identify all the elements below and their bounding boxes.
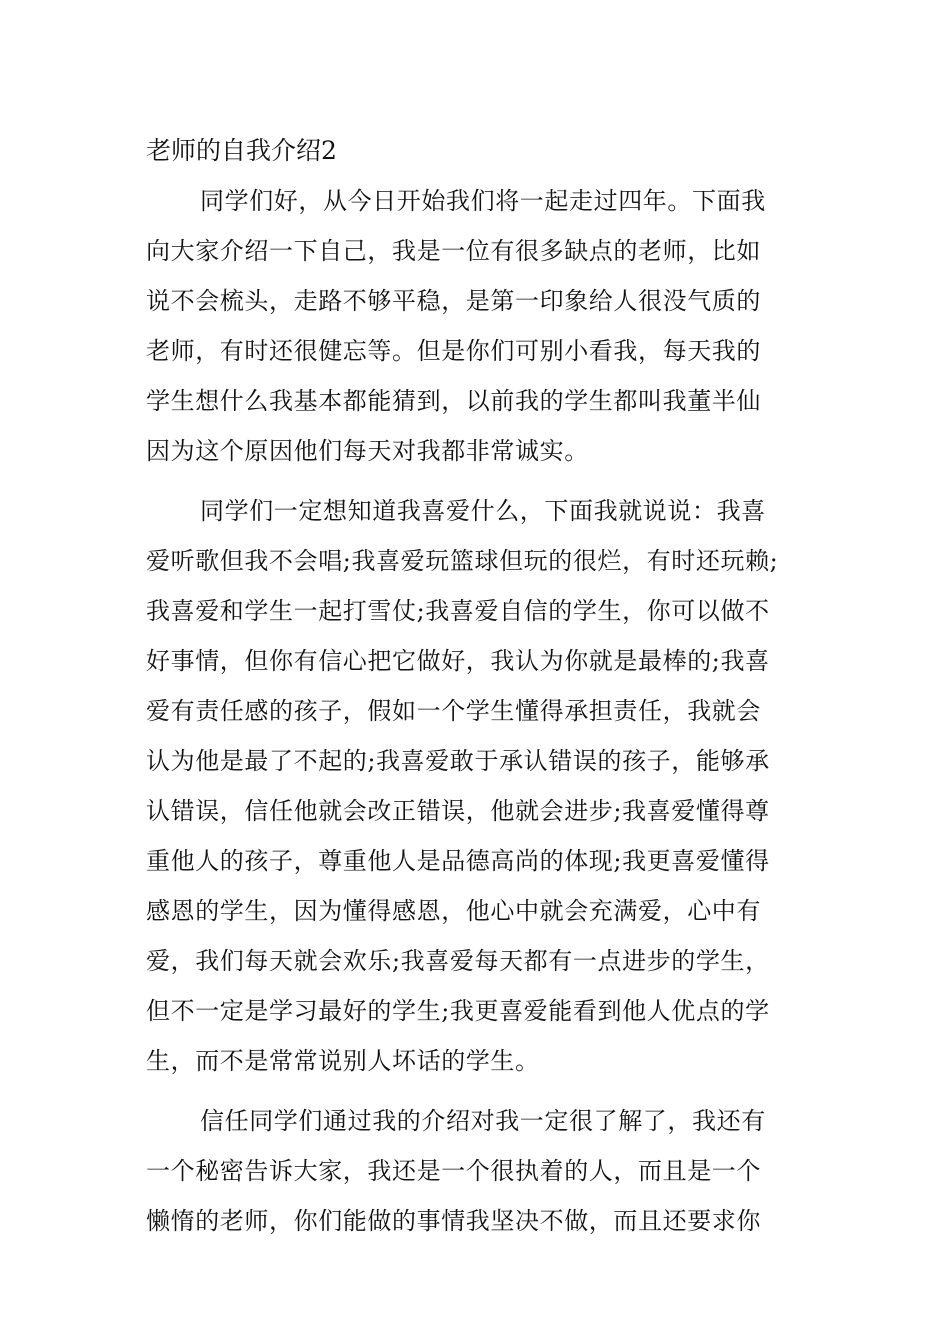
paragraph-line: 爱有责任感的孩子，假如一个学生懂得承担责任，我就会 bbox=[146, 697, 761, 725]
paragraph-line: 生，而不是常常说别人坏话的学生。 bbox=[146, 1047, 540, 1075]
paragraph-line: 信任同学们通过我的介绍对我一定很了解了，我还有 bbox=[200, 1107, 766, 1135]
paragraph-line: 说不会梳头，走路不够平稳，是第一印象给人很没气质的 bbox=[146, 287, 761, 315]
paragraph-line: 同学们好，从今日开始我们将一起走过四年。下面我 bbox=[200, 187, 766, 215]
paragraph-line: 认错误，信任他就会改正错误，他就会进步;我喜爱懂得尊 bbox=[146, 797, 770, 825]
document-title: 老师的自我介绍2 bbox=[146, 136, 337, 165]
paragraph-secret bbox=[146, 1096, 810, 1246]
paragraph-line: 因为这个原因他们每天对我都非常诚实。 bbox=[146, 437, 589, 465]
paragraph-line: 爱，我们每天就会欢乐;我喜爱每天都有一点进步的学生， bbox=[146, 947, 770, 975]
paragraph-likes bbox=[146, 486, 810, 1086]
paragraph-line: 重他人的孩子，尊重他人是品德高尚的体现;我更喜爱懂得 bbox=[146, 847, 770, 875]
paragraph-line: 向大家介绍一下自己，我是一位有很多缺点的老师，比如 bbox=[146, 237, 761, 265]
paragraph-line: 学生想什么我基本都能猜到，以前我的学生都叫我董半仙 bbox=[146, 387, 761, 415]
paragraph-line: 感恩的学生，因为懂得感恩，他心中就会充满爱，心中有 bbox=[146, 897, 761, 925]
paragraph-line: 但不一定是学习最好的学生;我更喜爱能看到他人优点的学 bbox=[146, 997, 770, 1025]
paragraph-line: 我喜爱和学生一起打雪仗;我喜爱自信的学生，你可以做不 bbox=[146, 597, 770, 625]
paragraph-line: 同学们一定想知道我喜爱什么，下面我就说说：我喜 bbox=[200, 497, 766, 525]
paragraph-greeting bbox=[146, 176, 810, 476]
paragraph-line: 好事情，但你有信心把它做好，我认为你就是最棒的;我喜 bbox=[146, 647, 770, 675]
paragraph-line: 懒惰的老师，你们能做的事情我坚决不做，而且还要求你 bbox=[146, 1207, 761, 1235]
paragraph-line: 爱听歌但我不会唱;我喜爱玩篮球但玩的很烂，有时还玩赖; bbox=[146, 547, 779, 575]
paragraph-line: 老师，有时还很健忘等。但是你们可别小看我，每天我的 bbox=[146, 337, 761, 365]
document-page bbox=[146, 126, 810, 1256]
paragraph-line: 认为他是最了不起的;我喜爱敢于承认错误的孩子，能够承 bbox=[146, 747, 770, 775]
paragraph-line: 一个秘密告诉大家，我还是一个很执着的人，而且是一个 bbox=[146, 1157, 761, 1185]
